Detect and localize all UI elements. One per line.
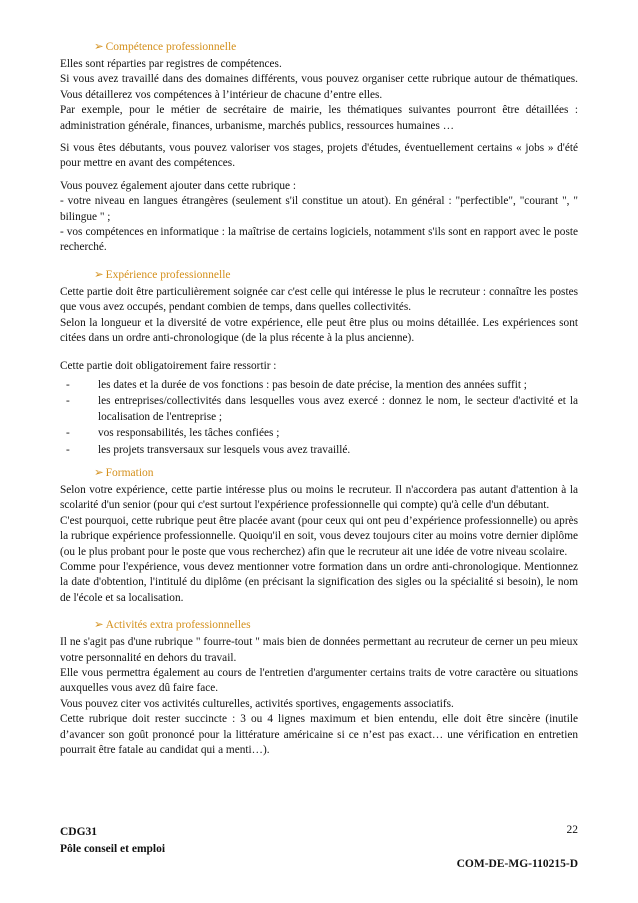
paragraph: Cette partie doit obligatoirement faire ressortir : [60, 359, 277, 372]
bullet-dash: - [66, 378, 70, 391]
list-item: - les projets transversaux sur lesquels vous avez travaillé. [60, 443, 578, 458]
paragraph: Selon la longueur et la diversité de votre expérience, elle peut être plus ou moins détaillée. Les expériences sont citées dans un ordre anti-chronologique (de la plus récente à la plus ancienne). [60, 316, 578, 345]
paragraph: - votre niveau en langues étrangères (seulement s'il constitue un atout). En général : "perfectible", "courant ", " bilingue " ; [60, 195, 578, 223]
footer-org-name: CDG31 [60, 826, 98, 838]
list-item: - vos responsabilités, les tâches confiées ; [60, 426, 578, 441]
section-heading-activites [94, 618, 578, 633]
document-page [60, 40, 578, 758]
paragraph: C'est pourquoi, cette rubrique peut être placée avant (pour ceux qui ont peu d’expérience professionnelle) ou après la rubrique expérience professionnelle. Quoiqu'il en soit, vous devez toujours citer au moins votre dernier diplôme (ou le plus probant pour le poste que vous recherchez) afin que le recruteur ait une idée de votre niveau scolaire. [60, 514, 578, 558]
paragraph: Si vous êtes débutants, vous pouvez valoriser vos stages, projets d'études, éventuellement certains « jobs » d'été pour mettre en avant des compétences. [60, 142, 578, 170]
paragraph: Vous pouvez également ajouter dans cette rubrique : [60, 179, 297, 192]
bullet-dash: - [66, 395, 70, 408]
arrow-icon: ➢ [94, 619, 104, 632]
paragraph: Si vous avez travaillé dans des domaines différents, vous pouvez organiser cette rubrique autour de thématiques. Vous détaillerez vos compétences à l’intérieur de chacune d’entre elles. [60, 73, 578, 101]
paragraph: Comme pour l'expérience, vous devez mentionner votre formation dans un ordre anti-chronologique. Mentionnez la date d'obtention, l'intitulé du diplôme (en précisant la signification des sigles ou la spécialité si besoin), le nom de l'école et sa localisation. [60, 560, 578, 604]
heading-text: Formation [105, 466, 154, 479]
arrow-icon: ➢ [94, 41, 104, 53]
paragraph: Vous pouvez citer vos activités culturelles, activités sportives, engagements associatifs. [60, 697, 454, 710]
paragraph: Elles sont réparties par registres de compétences. [60, 58, 282, 70]
paragraph: Selon votre expérience, cette partie intéresse plus ou moins le recruteur. Il n'accordera pas autant d'attention à la scolarité d'un senior (pour qui c'est surtout l'expérience professionnelle qui compte) qu'à celle d'un débutant. [60, 483, 578, 512]
arrow-icon: ➢ [94, 466, 104, 479]
page-number: 22 [566, 824, 578, 836]
paragraph: - vos compétences en informatique : la maîtrise de certains logiciels, notamment s'ils sont en rapport avec le poste recherché. [60, 226, 578, 254]
paragraph: Elle vous permettra également au cours de l'entretien d'argumenter certains traits de votre caractère ou situations auxquelles vous avez dû faire face. [60, 667, 578, 695]
paragraph: Il ne s'agit pas d'une rubrique " fourre-tout " mais bien de données permettant au recruteur de cerner un peu mieux votre personnalité en dehors du travail. [60, 636, 578, 664]
experience-list [60, 378, 578, 458]
document-reference: COM-DE-MG-110215-D [456, 858, 578, 870]
bullet-dash: - [66, 427, 70, 440]
bullet-dash: - [66, 443, 70, 456]
heading-text: Compétence professionnelle [105, 41, 237, 53]
list-item: - les dates et la durée de vos fonctions : pas besoin de date précise, la mention des années suffit ; [60, 378, 578, 393]
footer-dept: Pôle conseil et emploi [60, 843, 166, 855]
paragraph: Cette rubrique doit rester succincte : 3 ou 4 lignes maximum et bien entendu, elle doit être sincère (inutile d’avancer son goût prononcé pour la littérature américaine si ce n’est pas exact… une vérification en entretien pourrait être fatale au candidat qui a menti…). [60, 713, 578, 757]
section-heading-competence [94, 40, 578, 55]
paragraph: Cette partie doit être particulièrement soignée car c'est celle qui intéresse le plus le recruteur : connaître les postes que vous avez occupés, pendant combien de temps, dans quelles collectivités. [60, 285, 578, 314]
footer-org [60, 824, 578, 858]
section-heading-experience [94, 268, 578, 283]
arrow-icon: ➢ [94, 268, 104, 281]
list-item: - les entreprises/collectivités dans lesquelles vous avez exercé : donnez le nom, le secteur d'activité et la localisation de l'entreprise ; [66, 395, 578, 423]
heading-text: Activités extra professionnelles [105, 619, 251, 632]
heading-text: Expérience professionnelle [105, 268, 231, 281]
section-heading-formation [94, 466, 578, 481]
paragraph: Par exemple, pour le métier de secrétaire de mairie, les thématiques suivantes pourront être détaillées : administration générale, finances, urbanisme, marchés publics, ressources humaines … [60, 104, 578, 132]
